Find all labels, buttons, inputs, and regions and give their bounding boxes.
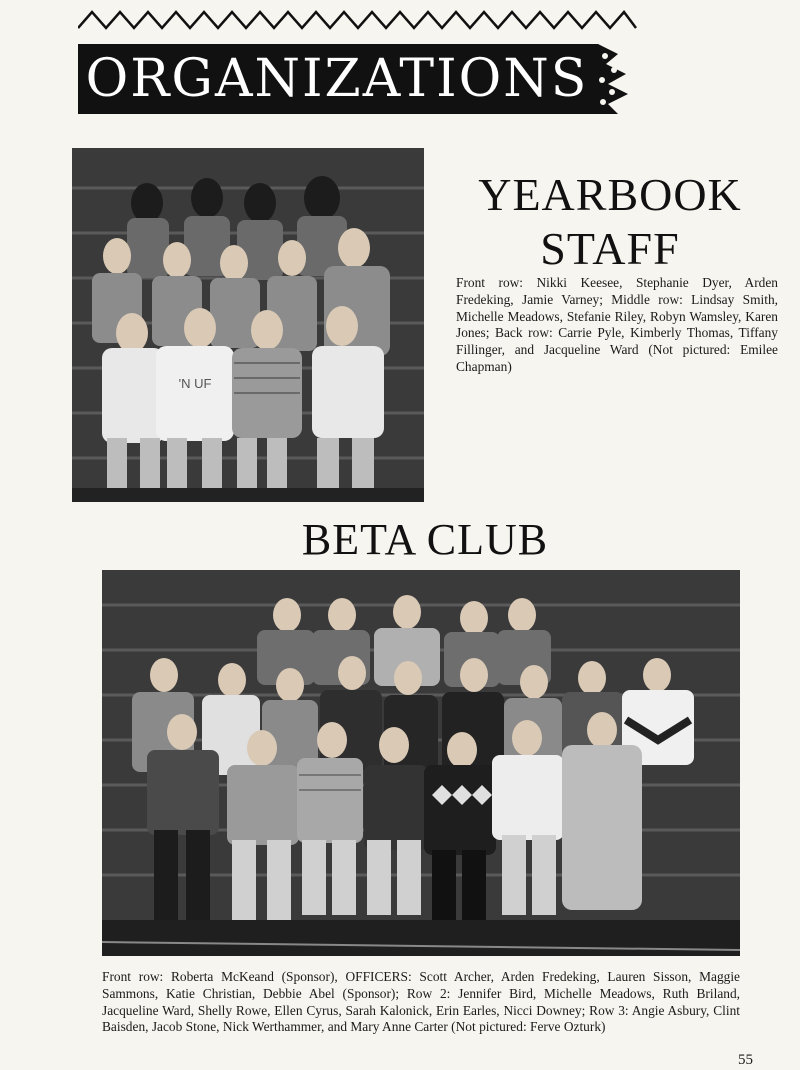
page-number: 55 <box>738 1052 753 1068</box>
yearbook-staff-title <box>440 168 780 276</box>
yearbook-staff-photo <box>72 148 424 502</box>
beta-club-title: BETA CLUB <box>301 515 549 564</box>
zigzag-decoration <box>78 6 638 36</box>
beta-club-caption: Front row: Roberta McKeand (Sponsor), OFFICERS: Scott Archer, Arden Fredeking, Lauren Sisson, Maggie Sammons, Katie Christian, Debbie Abel (Sponsor); Row 2: Jennifer Bird, Michelle Meadows, Ruth Briland, Jacqueline Ward, Shelly Rowe, Ellen Cyrus, Sarah Kalonick, Erin Earles, Nicci Downey; Row 3: Angie Asbury, Clint Baisden, Jacob Stone, Nick Werthammer, and Mary Anne Carter (Not pictured: Ferve Ozturk) <box>102 969 740 1035</box>
yearbook-title-line2: STAFF <box>540 223 680 274</box>
sweatshirt-text: 'N UF <box>178 376 212 391</box>
yearbook-staff-caption: Front row: Nikki Keesee, Stephanie Dyer, Arden Fredeking, Jamie Varney; Middle row: Lindsay Smith, Michelle Meadows, Stefanie Riley, Robyn Wamsley, Karen Jones; Back row: Carrie Pyle, Kimberly Thomas, Tiffany Fillinger, and Jacqueline Ward (Not pictured: Emilee Chapman) <box>456 275 778 374</box>
beta-club-photo <box>102 570 740 956</box>
banner-title: ORGANIZATIONS <box>85 49 589 109</box>
yearbook-title-line1: YEARBOOK <box>478 169 742 220</box>
